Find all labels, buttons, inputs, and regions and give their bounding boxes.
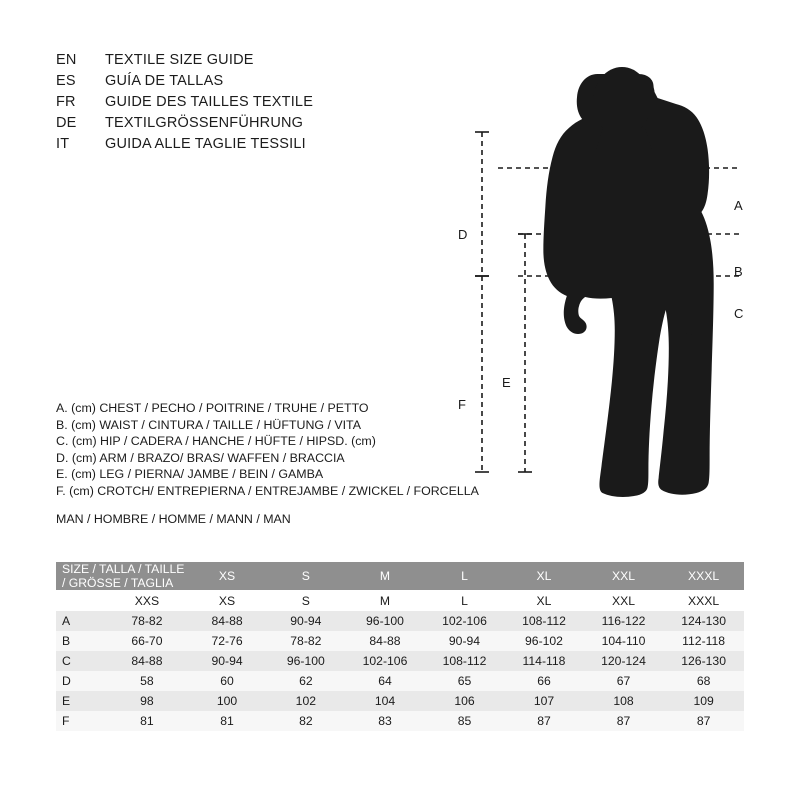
cell-d-xxs: 58 [106,671,188,691]
cell-b-xxs: 66-70 [106,631,188,651]
row-label-e: E [56,691,106,711]
cell-c-xxxl: 126-130 [663,651,744,671]
row-label-a: A [56,611,106,631]
figure-label-c: C [734,306,744,321]
row-label-d: D [56,671,106,691]
size-table-head [56,562,744,611]
cell-f-m: 83 [345,711,425,731]
cell-f-xl: 87 [504,711,584,731]
size-table [56,562,744,731]
cell-c-s: 96-100 [266,651,345,671]
legend-item-b: B. (cm) WAIST / CINTURA / TAILLE / HÜFTUNG / VITA [56,417,361,432]
cell-b-xxxl: 112-118 [663,631,744,651]
title-row-de [56,115,396,136]
cell-d-s: 62 [266,671,345,691]
size-column-xxl-2: XXL [584,590,664,611]
cell-f-s: 82 [266,711,345,731]
cell-b-l: 90-94 [425,631,505,651]
title-lang-en: EN [56,52,77,68]
title-block [56,52,396,157]
title-row-it [56,136,396,157]
size-column-xs: XS [188,562,267,590]
measure-line-f [475,276,489,472]
cell-e-l: 106 [425,691,505,711]
table-row [56,611,744,631]
title-lang-es: ES [56,73,76,89]
size-subheader-blank [56,590,106,611]
title-lang-it: IT [56,136,70,152]
cell-b-m: 84-88 [345,631,425,651]
cell-d-xl: 66 [504,671,584,691]
size-table-body [56,611,744,731]
cell-e-xl: 107 [504,691,584,711]
cell-b-s: 78-82 [266,631,345,651]
cell-a-s: 90-94 [266,611,345,631]
size-column-xs-2: XS [188,590,267,611]
cell-b-xxl: 104-110 [584,631,664,651]
size-column-xxs: XXS [106,590,188,611]
size-column-xl: XL [504,562,584,590]
cell-a-xl: 108-112 [504,611,584,631]
cell-f-xs: 81 [188,711,267,731]
cell-c-xl: 114-118 [504,651,584,671]
title-row-en [56,52,396,73]
cell-f-xxxl: 87 [663,711,744,731]
cell-e-m: 104 [345,691,425,711]
title-row-es [56,73,396,94]
size-table-header-label: SIZE / TALLA / TAILLE / GRÖSSE / TAGLIA [56,562,188,590]
table-row [56,631,744,651]
legend-item-a: A. (cm) CHEST / PECHO / POITRINE / TRUHE / PETTO [56,401,369,415]
title-row-fr [56,94,396,115]
cell-a-xs: 84-88 [188,611,267,631]
cell-c-xxl: 120-124 [584,651,664,671]
size-column-xxxl: XXXL [663,562,744,590]
title-lang-fr: FR [56,94,76,110]
title-text-fr: GUIDE DES TAILLES TEXTILE [105,94,314,110]
figure-label-d: D [458,227,468,242]
cell-f-l: 85 [425,711,505,731]
cell-a-m: 96-100 [345,611,425,631]
cell-b-xl: 96-102 [504,631,584,651]
title-text-de: TEXTILGRÖSSENFÜHRUNG [105,115,304,131]
cell-d-l: 65 [425,671,505,691]
size-column-l-2: L [425,590,505,611]
cell-c-xxs: 84-88 [106,651,188,671]
cell-c-l: 108-112 [425,651,505,671]
body-measurement-figure [440,40,770,510]
cell-e-xxl: 108 [584,691,664,711]
legend-item-f: F. (cm) CROTCH/ ENTREPIERNA / ENTREJAMBE / ZWICKEL / FORCELLA [56,483,479,498]
size-column-xl-2: XL [504,590,584,611]
cell-e-xs: 100 [188,691,267,711]
table-row [56,691,744,711]
cell-f-xxl: 87 [584,711,664,731]
row-label-c: C [56,651,106,671]
size-table-header-row [56,562,744,590]
table-row [56,671,744,691]
title-text-it: GUIDA ALLE TAGLIE TESSILI [105,136,306,152]
size-table-subheader-row [56,590,744,611]
size-column-l: L [425,562,505,590]
figure-label-f: F [458,397,466,412]
cell-e-xxs: 98 [106,691,188,711]
legend-item-e: E. (cm) LEG / PIERNA/ JAMBE / BEIN / GAMBA [56,467,324,481]
male-silhouette-icon [543,67,713,497]
legend-item-c: C. (cm) HIP / CADERA / HANCHE / HÜFTE / HIPSD. (cm) [56,434,376,448]
measure-line-e [518,234,532,472]
cell-a-l: 102-106 [425,611,505,631]
size-column-m: M [345,562,425,590]
cell-d-xxxl: 68 [663,671,744,691]
size-table-wrap [56,562,744,731]
cell-c-xs: 90-94 [188,651,267,671]
cell-d-xxl: 67 [584,671,664,691]
size-column-xxl: XXL [584,562,664,590]
legend-block [56,400,486,528]
title-text-en: TEXTILE SIZE GUIDE [105,52,254,68]
cell-d-xs: 60 [188,671,267,691]
category-label: MAN / HOMBRE / HOMME / MANN / MAN [56,512,291,526]
cell-a-xxs: 78-82 [106,611,188,631]
cell-d-m: 64 [345,671,425,691]
figure-label-b: B [734,264,743,279]
cell-e-xxxl: 109 [663,691,744,711]
title-text-es: GUÍA DE TALLAS [105,73,224,89]
size-column-m-2: M [345,590,425,611]
title-lang-de: DE [56,115,77,131]
figure-label-e: E [502,375,511,390]
cell-a-xxl: 116-122 [584,611,664,631]
cell-e-s: 102 [266,691,345,711]
cell-f-xxs: 81 [106,711,188,731]
cell-b-xs: 72-76 [188,631,267,651]
cell-c-m: 102-106 [345,651,425,671]
legend-item-d: D. (cm) ARM / BRAZO/ BRAS/ WAFFEN / BRACCIA [56,450,345,465]
table-row [56,651,744,671]
row-label-f: F [56,711,106,731]
row-label-b: B [56,631,106,651]
table-row [56,711,744,731]
figure-label-a: A [734,198,743,213]
size-column-s: S [266,562,345,590]
legend-spacer [56,499,486,511]
size-column-xxxl-2: XXXL [663,590,744,611]
measure-line-d [475,132,489,276]
cell-a-xxxl: 124-130 [663,611,744,631]
size-column-s-2: S [266,590,345,611]
